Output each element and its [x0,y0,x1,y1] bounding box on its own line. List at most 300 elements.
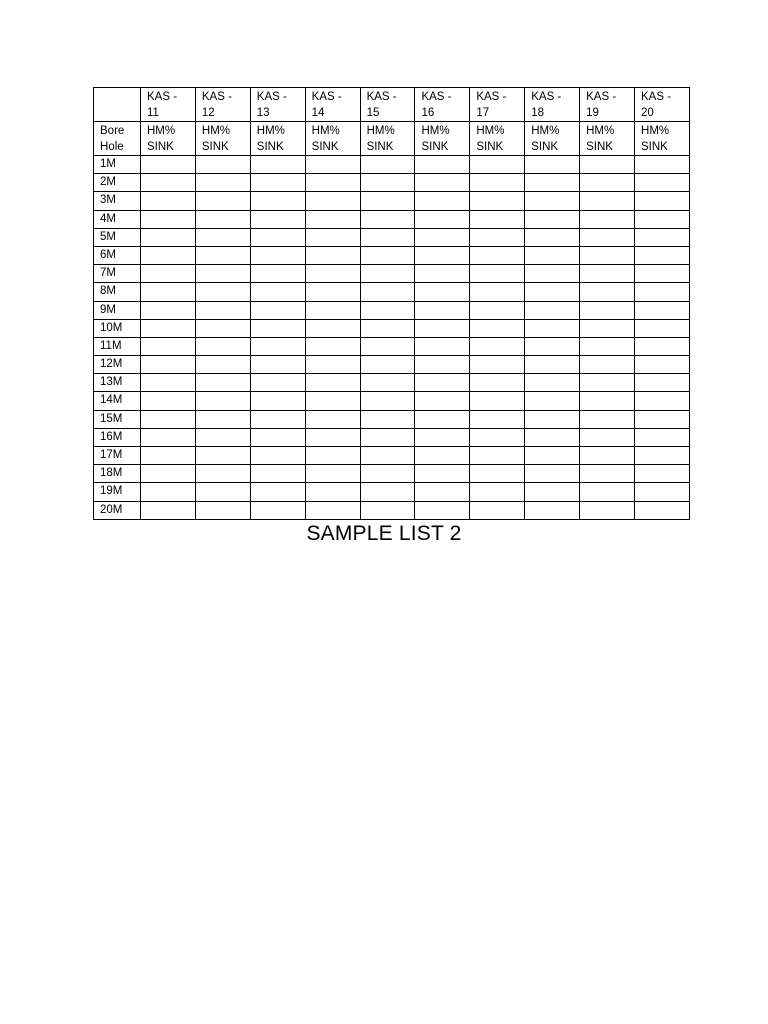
empty-cell [470,283,525,301]
empty-cell [195,174,250,192]
depth-label: 13M [94,374,141,392]
empty-cell [580,465,635,483]
empty-cell [305,228,360,246]
hm-sink-header [525,122,580,156]
empty-cell [195,356,250,374]
table-row [94,210,690,228]
table-row [94,374,690,392]
table-row [94,319,690,337]
empty-cell [470,228,525,246]
empty-cell [635,174,690,192]
hm-sink-header [195,122,250,156]
empty-cell [250,447,305,465]
hm-sink-header [141,122,196,156]
empty-cell [250,337,305,355]
empty-cell [250,465,305,483]
depth-label: 12M [94,356,141,374]
depth-label: 3M [94,192,141,210]
empty-cell [141,410,196,428]
empty-cell [580,228,635,246]
empty-cell [305,337,360,355]
empty-cell [305,210,360,228]
empty-cell [470,156,525,174]
empty-cell [141,210,196,228]
empty-cell [525,337,580,355]
empty-cell [195,246,250,264]
empty-cell [305,392,360,410]
empty-cell [525,319,580,337]
empty-cell [580,192,635,210]
empty-cell [635,410,690,428]
hm-sink-header [470,122,525,156]
empty-cell [250,392,305,410]
empty-cell [141,265,196,283]
cell-line-1: KAS - [531,91,562,103]
empty-cell [580,501,635,519]
empty-cell [580,156,635,174]
empty-cell [415,192,470,210]
hm-sink-header [635,122,690,156]
empty-cell [360,156,415,174]
empty-cell [470,501,525,519]
empty-cell [305,283,360,301]
empty-cell [415,156,470,174]
column-header [415,88,470,122]
empty-cell [470,319,525,337]
empty-cell [415,246,470,264]
empty-cell [360,301,415,319]
empty-cell [525,210,580,228]
cell-line-1: HM% [641,125,670,137]
sample-list-caption: SAMPLE LIST 2 [306,522,462,545]
empty-cell [525,283,580,301]
empty-cell [470,392,525,410]
empty-cell [141,483,196,501]
empty-cell [305,356,360,374]
empty-cell [415,392,470,410]
empty-cell [141,156,196,174]
column-header [470,88,525,122]
depth-label: 1M [94,156,141,174]
empty-cell [195,156,250,174]
table-row [94,465,690,483]
cell-line-2: Hole [100,141,124,153]
empty-cell [415,337,470,355]
empty-cell [525,246,580,264]
empty-cell [360,319,415,337]
empty-cell [525,410,580,428]
column-header [250,88,305,122]
empty-cell [195,501,250,519]
empty-cell [195,410,250,428]
empty-cell [305,174,360,192]
empty-cell [141,392,196,410]
empty-cell [305,319,360,337]
empty-cell [525,501,580,519]
empty-cell [580,428,635,446]
empty-cell [635,283,690,301]
table-row [94,410,690,428]
empty-cell [250,283,305,301]
empty-cell [525,228,580,246]
empty-cell [141,174,196,192]
empty-cell [635,447,690,465]
empty-cell [525,301,580,319]
depth-label: 10M [94,319,141,337]
empty-cell [470,465,525,483]
hm-sink-header [415,122,470,156]
empty-cell [195,192,250,210]
depth-label: 15M [94,410,141,428]
cell-line-2: 14 [311,107,325,119]
empty-cell [470,483,525,501]
depth-label: 16M [94,428,141,446]
empty-cell [250,483,305,501]
cell-line-2: 11 [147,107,159,119]
empty-cell [580,447,635,465]
empty-cell [525,156,580,174]
empty-cell [360,501,415,519]
depth-label: 6M [94,246,141,264]
empty-cell [415,483,470,501]
empty-cell [470,265,525,283]
table-row [94,337,690,355]
empty-cell [470,192,525,210]
empty-cell [415,410,470,428]
column-header [635,88,690,122]
table-row [94,174,690,192]
empty-cell [360,246,415,264]
empty-cell [580,483,635,501]
empty-cell [580,246,635,264]
cell-line-2: 19 [586,107,599,119]
empty-cell [141,192,196,210]
header-row [94,88,690,122]
table-row [94,246,690,264]
empty-cell [470,374,525,392]
empty-cell [195,337,250,355]
empty-cell [250,246,305,264]
empty-cell [141,337,196,355]
depth-label: 4M [94,210,141,228]
empty-cell [141,301,196,319]
cell-line-1: KAS - [256,91,287,103]
empty-cell [580,392,635,410]
empty-cell [141,465,196,483]
cell-line-1: HM% [256,125,285,137]
empty-cell [525,265,580,283]
empty-cell [360,356,415,374]
empty-cell [470,410,525,428]
empty-cell [250,374,305,392]
empty-cell [635,156,690,174]
empty-cell [141,283,196,301]
empty-cell [635,392,690,410]
cell-line-1: KAS - [366,91,397,103]
empty-cell [525,428,580,446]
empty-cell [580,374,635,392]
hm-sink-header [305,122,360,156]
empty-cell [305,192,360,210]
empty-cell [415,319,470,337]
empty-cell [415,501,470,519]
empty-cell [580,265,635,283]
empty-cell [415,265,470,283]
empty-cell [470,246,525,264]
empty-cell [195,483,250,501]
cell-line-2: SINK [366,141,394,153]
empty-cell [305,447,360,465]
empty-cell [470,337,525,355]
empty-cell [141,374,196,392]
empty-cell [580,319,635,337]
depth-label: 17M [94,447,141,465]
empty-cell [635,319,690,337]
cell-line-1: KAS - [201,91,232,103]
empty-cell [360,428,415,446]
empty-cell [195,301,250,319]
cell-line-1: KAS - [147,91,178,103]
table-row [94,356,690,374]
empty-cell [470,447,525,465]
cell-line-1: KAS - [421,91,452,103]
empty-cell [635,228,690,246]
empty-cell [415,210,470,228]
table-row [94,483,690,501]
empty-cell [195,210,250,228]
table-row [94,392,690,410]
empty-cell [470,210,525,228]
empty-cell [360,483,415,501]
empty-cell [360,392,415,410]
empty-cell [141,319,196,337]
depth-label: 11M [94,337,141,355]
column-header [580,88,635,122]
table-row [94,156,690,174]
empty-cell [195,465,250,483]
table-row [94,301,690,319]
cell-line-1: HM% [531,125,560,137]
empty-cell [580,283,635,301]
empty-cell [525,447,580,465]
empty-cell [195,428,250,446]
empty-cell [141,356,196,374]
cell-line-2: SINK [476,141,504,153]
cell-line-1: KAS - [476,91,507,103]
empty-cell [470,356,525,374]
empty-cell [305,501,360,519]
empty-cell [470,428,525,446]
empty-cell [580,356,635,374]
cell-line-2: 15 [366,107,380,119]
empty-cell [635,246,690,264]
table-row [94,192,690,210]
cell-line-1: Bore [100,125,125,137]
empty-cell [525,356,580,374]
empty-cell [250,501,305,519]
empty-cell [580,301,635,319]
empty-cell [580,337,635,355]
cell-line-1: HM% [201,125,231,137]
empty-cell [470,174,525,192]
empty-cell [141,246,196,264]
empty-cell [250,319,305,337]
empty-cell [360,265,415,283]
empty-cell [635,210,690,228]
empty-cell [305,428,360,446]
cell-line-2: SINK [256,141,284,153]
empty-cell [305,246,360,264]
depth-label: 9M [94,301,141,319]
column-header [141,88,196,122]
empty-cell [635,337,690,355]
empty-cell [415,301,470,319]
hm-sink-header [250,122,305,156]
empty-cell [250,410,305,428]
empty-cell [250,228,305,246]
empty-cell [635,356,690,374]
sample-table [93,87,690,520]
table-row [94,228,690,246]
cell-line-2: SINK [201,141,229,153]
depth-label: 5M [94,228,141,246]
depth-label: 7M [94,265,141,283]
cell-line-2: 20 [641,107,654,119]
cell-line-2: 18 [531,107,545,119]
empty-cell [360,447,415,465]
table-row [94,265,690,283]
empty-cell [195,265,250,283]
empty-cell [141,428,196,446]
empty-cell [141,447,196,465]
cell-line-2: SINK [311,141,339,153]
empty-cell [250,192,305,210]
empty-cell [195,283,250,301]
cell-line-2: SINK [531,141,559,153]
cell-line-1: HM% [311,125,340,137]
empty-cell [360,174,415,192]
empty-cell [305,265,360,283]
cell-line-2: 13 [256,107,270,119]
empty-cell [305,465,360,483]
empty-cell [195,392,250,410]
depth-label: 2M [94,174,141,192]
sub-header-row [94,122,690,156]
empty-cell [635,374,690,392]
empty-cell [525,465,580,483]
empty-cell [635,428,690,446]
cell-line-2: SINK [147,141,174,153]
empty-cell [415,174,470,192]
cell-line-1: HM% [421,125,450,137]
empty-cell [470,301,525,319]
cell-line-2: SINK [641,141,668,153]
empty-cell [360,374,415,392]
table-row [94,283,690,301]
empty-cell [305,156,360,174]
empty-cell [415,428,470,446]
empty-cell [635,192,690,210]
empty-cell [141,501,196,519]
column-header [195,88,250,122]
empty-cell [250,156,305,174]
empty-cell [525,392,580,410]
empty-cell [360,465,415,483]
empty-cell [195,228,250,246]
empty-cell [635,483,690,501]
empty-cell [525,374,580,392]
cell-line-2: SINK [421,141,449,153]
empty-cell [250,210,305,228]
empty-cell [305,483,360,501]
empty-cell [305,301,360,319]
cell-line-1: HM% [366,125,395,137]
empty-cell [415,283,470,301]
empty-cell [360,283,415,301]
cell-line-1: KAS - [311,91,342,103]
empty-cell [415,228,470,246]
empty-cell [360,192,415,210]
empty-cell [250,301,305,319]
empty-cell [580,210,635,228]
depth-label: 18M [94,465,141,483]
empty-cell [525,192,580,210]
empty-cell [195,447,250,465]
column-header [525,88,580,122]
cell-line-1: KAS - [586,91,617,103]
hm-sink-header [580,122,635,156]
cell-line-1: HM% [476,125,505,137]
empty-cell [415,374,470,392]
column-header [360,88,415,122]
empty-cell [635,501,690,519]
table-row [94,501,690,519]
empty-cell [250,428,305,446]
empty-cell [635,265,690,283]
cell-line-1: HM% [147,125,176,137]
depth-label: 8M [94,283,141,301]
empty-cell [305,374,360,392]
empty-cell [525,483,580,501]
hm-sink-header [360,122,415,156]
empty-cell [415,356,470,374]
empty-cell [580,410,635,428]
empty-cell [250,356,305,374]
column-header [305,88,360,122]
cell-line-2: 12 [201,107,215,119]
table-row [94,447,690,465]
empty-cell [250,174,305,192]
empty-cell [580,174,635,192]
corner-cell [94,88,141,122]
empty-cell [415,447,470,465]
empty-cell [250,265,305,283]
cell-line-1: HM% [586,125,615,137]
empty-cell [525,174,580,192]
cell-line-2: 16 [421,107,435,119]
empty-cell [305,410,360,428]
empty-cell [141,228,196,246]
empty-cell [360,337,415,355]
depth-label: 19M [94,483,141,501]
empty-cell [360,210,415,228]
empty-cell [195,319,250,337]
bore-hole-header [94,122,141,156]
cell-line-1: KAS - [641,91,672,103]
table-row [94,428,690,446]
empty-cell [415,465,470,483]
empty-cell [360,228,415,246]
